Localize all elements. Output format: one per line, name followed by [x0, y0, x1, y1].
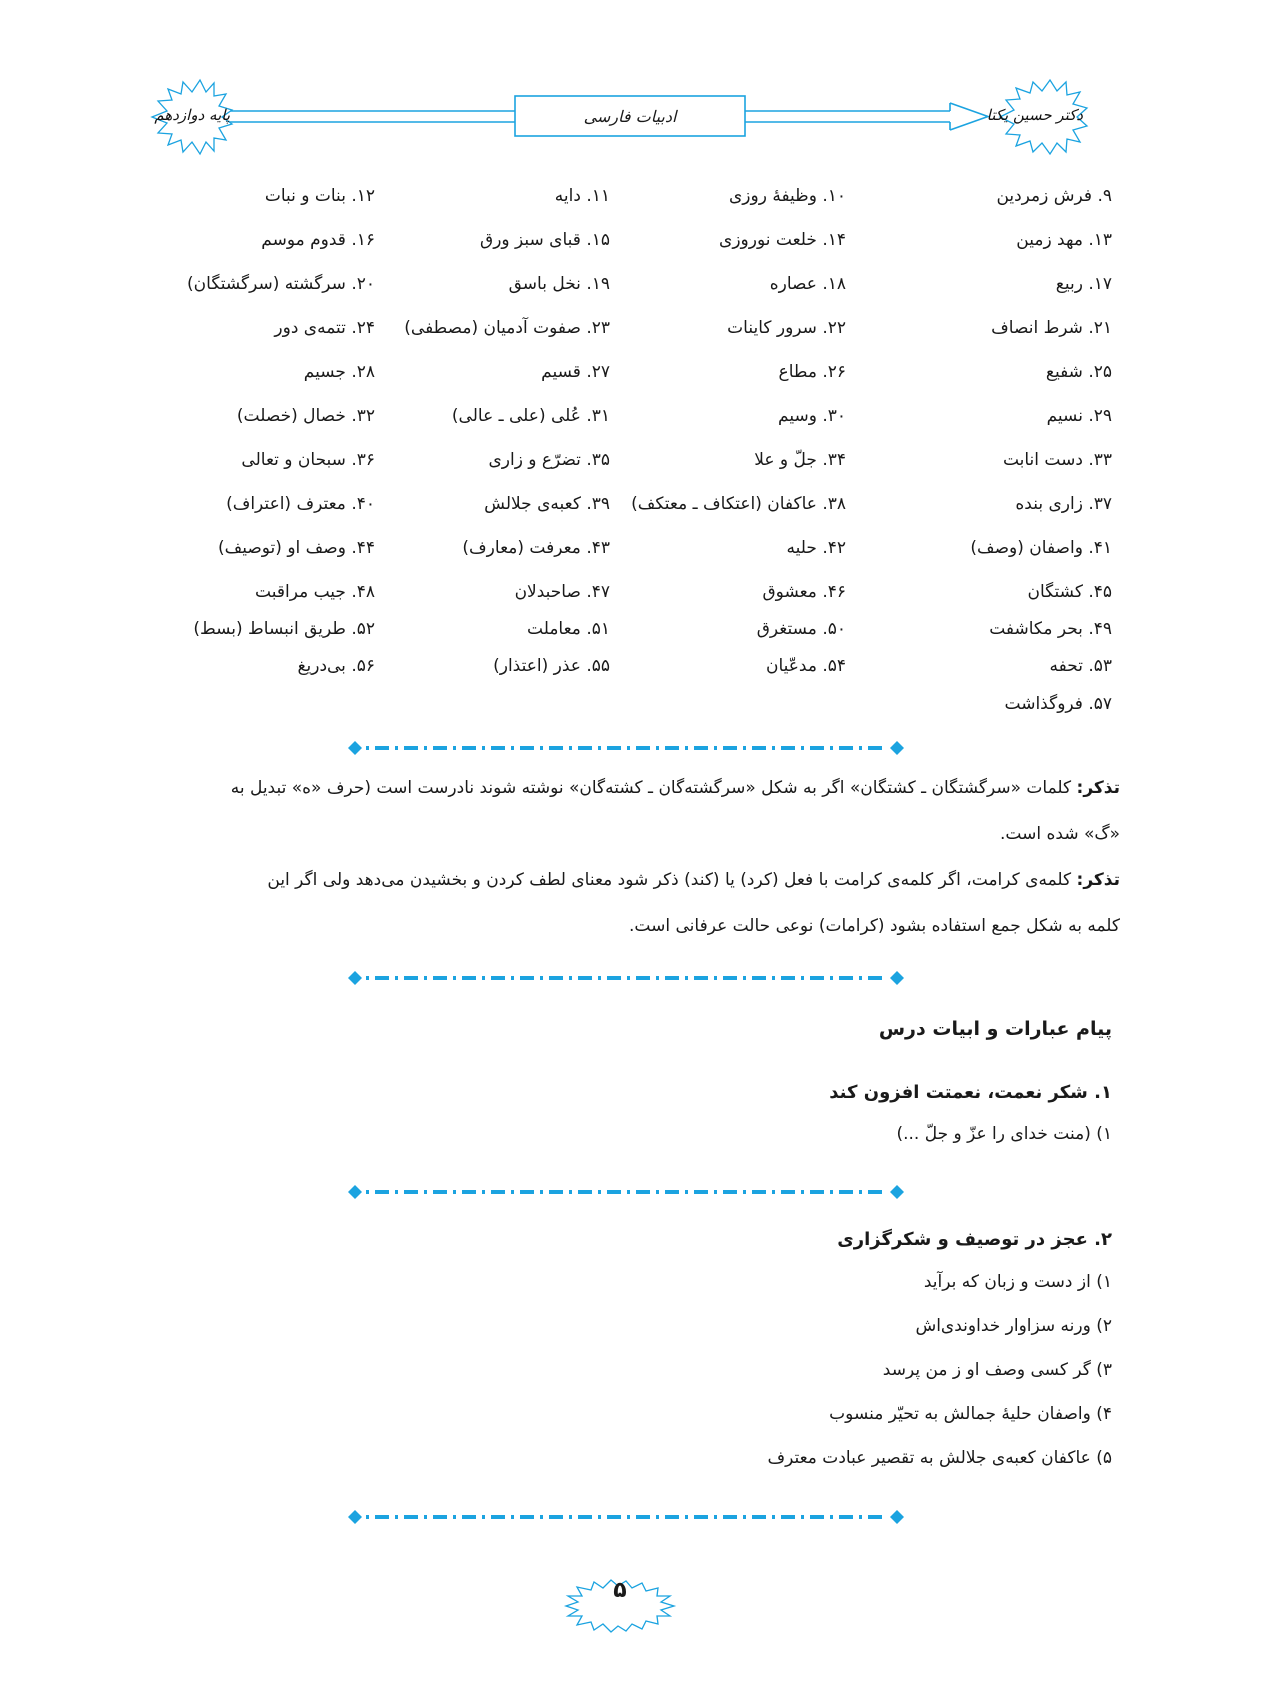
- vocab-item: ۵۵. عذر (اعتذار): [493, 656, 610, 676]
- vocab-item: ۳۶. سبحان و تعالی: [241, 450, 375, 470]
- vocab-item: ۲۶. مطاع: [778, 362, 846, 382]
- vocab-item: ۵۳. تحفه: [1049, 656, 1112, 676]
- vocab-item: ۳۷. زاری بنده: [1015, 494, 1112, 514]
- vocab-item: ۳۸. عاکفان (اعتکاف ـ معتکف): [631, 494, 846, 514]
- vocab-item: ۴۱. واصفان (وصف): [970, 538, 1112, 558]
- vocab-item: ۲۸. جسیم: [303, 362, 375, 382]
- vocab-item: ۲۷. قسیم: [541, 362, 610, 382]
- page-number: ۵: [613, 1578, 627, 1603]
- vocab-item: ۴۰. معترف (اعتراف): [226, 494, 375, 514]
- note-2-line-1: تذکر: کلمه‌ی کرامت، اگر کلمه‌ی کرامت با فعل (کرد) یا (کند) ذکر شود معنای لطف کردن و بخشیدن می‌دهد ولی اگر این: [267, 870, 1120, 890]
- vocab-item: ۳۴. جلّ و علا: [754, 450, 846, 470]
- vocab-item: ۵۷. فروگذاشت: [1004, 694, 1112, 714]
- vocab-item: ۲۰. سرگشته (سرگشتگان): [187, 274, 375, 294]
- vocab-item: ۵۶. بی‌دریغ: [297, 656, 375, 676]
- message-point: ۵) عاکفان کعبه‌ی جلالش به تقصیر عبادت معترف: [767, 1448, 1112, 1468]
- message-point: ۳) گر کسی وصف او ز من پرسد: [882, 1360, 1112, 1380]
- message-point: ۴) واصفان حلیهٔ جمالش به تحیّر منسوب: [829, 1404, 1112, 1424]
- vocab-item: ۴۴. وصف او (توصیف): [217, 538, 375, 558]
- vocab-item: ۵۱. معاملت: [527, 619, 610, 639]
- note-label: تذکر:: [1076, 778, 1120, 798]
- note-1-line-2: «گ» شده است.: [1000, 824, 1120, 844]
- vocab-item: ۳۱. عُلی (علی ـ عالی): [451, 406, 610, 426]
- vocab-item: ۳۳. دست انابت: [1002, 450, 1112, 470]
- vocab-item: ۴۶. معشوق: [762, 582, 846, 602]
- vocab-item: ۱۶. قدوم موسم: [261, 230, 375, 250]
- vocab-item: ۲۳. صفوت آدمیان (مصطفی): [404, 318, 610, 338]
- divider: [346, 971, 906, 985]
- vocab-item: ۹. فرش زمردین: [996, 186, 1112, 206]
- vocab-item: ۱۱. دایه: [554, 186, 610, 206]
- message-point: ۱) از دست و زبان که برآید: [923, 1272, 1112, 1292]
- header-ornament: [0, 0, 1270, 170]
- vocab-item: ۳۵. تضرّع و زاری: [488, 450, 610, 470]
- vocab-item: ۵۲. طریق انبساط (بسط): [193, 619, 375, 639]
- vocab-item: ۱۹. نخل باسق: [508, 274, 610, 294]
- vocab-item: ۲۲. سرور کاینات: [727, 318, 846, 338]
- vocab-item: ۳۲. خصال (خصلت): [236, 406, 375, 426]
- vocab-item: ۳۹. کعبه‌ی جلالش: [484, 494, 610, 514]
- divider: [346, 1185, 906, 1199]
- vocab-item: ۲۴. تتمه‌ی دور: [274, 318, 375, 338]
- message-title-2: ۲. عجز در توصیف و شکرگزاری: [837, 1229, 1112, 1250]
- book-title: ادبیات فارسی: [583, 106, 677, 126]
- divider: [346, 1510, 906, 1524]
- vocab-item: ۱۸. عصاره: [769, 274, 846, 294]
- vocab-item: ۴۵. کشتگان: [1027, 582, 1112, 602]
- grade-badge-label: پایه دوازدهم: [154, 106, 230, 124]
- vocab-item: ۲۱. شرط انصاف: [991, 318, 1112, 338]
- section-heading: پیام عبارات و ابیات درس: [878, 1018, 1112, 1040]
- vocab-item: ۵۰. مستغرق: [756, 619, 846, 639]
- vocab-item: ۴۳. معرفت (معارف): [462, 538, 610, 558]
- note-2-line-2: کلمه به شکل جمع استفاده بشود (کرامات) نوعی حالت عرفانی است.: [629, 916, 1120, 936]
- vocab-item: ۴۹. بحر مکاشفت: [989, 619, 1112, 639]
- author-badge-label: دکتر حسین یکتا: [986, 106, 1083, 124]
- vocab-item: ۱۲. بنات و نبات: [264, 186, 375, 206]
- message-point: ۲) ورنه سزاوار خداوندی‌اش: [915, 1316, 1112, 1336]
- divider: [346, 741, 906, 755]
- message-point: ۱) (منت خدای را عزّ و جلّ ...): [896, 1124, 1112, 1144]
- vocab-item: ۳۰. وسیم: [778, 406, 846, 426]
- vocab-item: ۱۳. مهد زمین: [1016, 230, 1112, 250]
- note-label: تذکر:: [1076, 870, 1120, 890]
- vocab-item: ۲۵. شفیع: [1045, 362, 1112, 382]
- vocab-item: ۵۴. مدعّیان: [765, 656, 846, 676]
- vocab-item: ۱۵. قبای سبز ورق: [480, 230, 610, 250]
- vocab-item: ۴۷. صاحبدلان: [514, 582, 610, 602]
- vocab-item: ۱۰. وظیفهٔ روزی: [729, 186, 846, 206]
- vocab-item: ۴۲. حلیه: [786, 538, 846, 558]
- vocab-item: ۱۴. خلعت نوروزی: [719, 230, 846, 250]
- message-title-1: ۱. شکر نعمت، نعمتت افزون کند: [829, 1082, 1112, 1103]
- vocab-item: ۴۸. جیب مراقبت: [255, 582, 375, 602]
- note-1-line-1: تذکر: کلمات «سرگشتگان ـ کشتگان» اگر به شکل «سرگشته‌گان ـ کشته‌گان» نوشته شوند نادرست است (حرف «ه» تبدیل به: [230, 778, 1120, 798]
- vocab-item: ۱۷. ربیع: [1055, 274, 1112, 294]
- vocab-item: ۲۹. نسیم: [1046, 406, 1112, 426]
